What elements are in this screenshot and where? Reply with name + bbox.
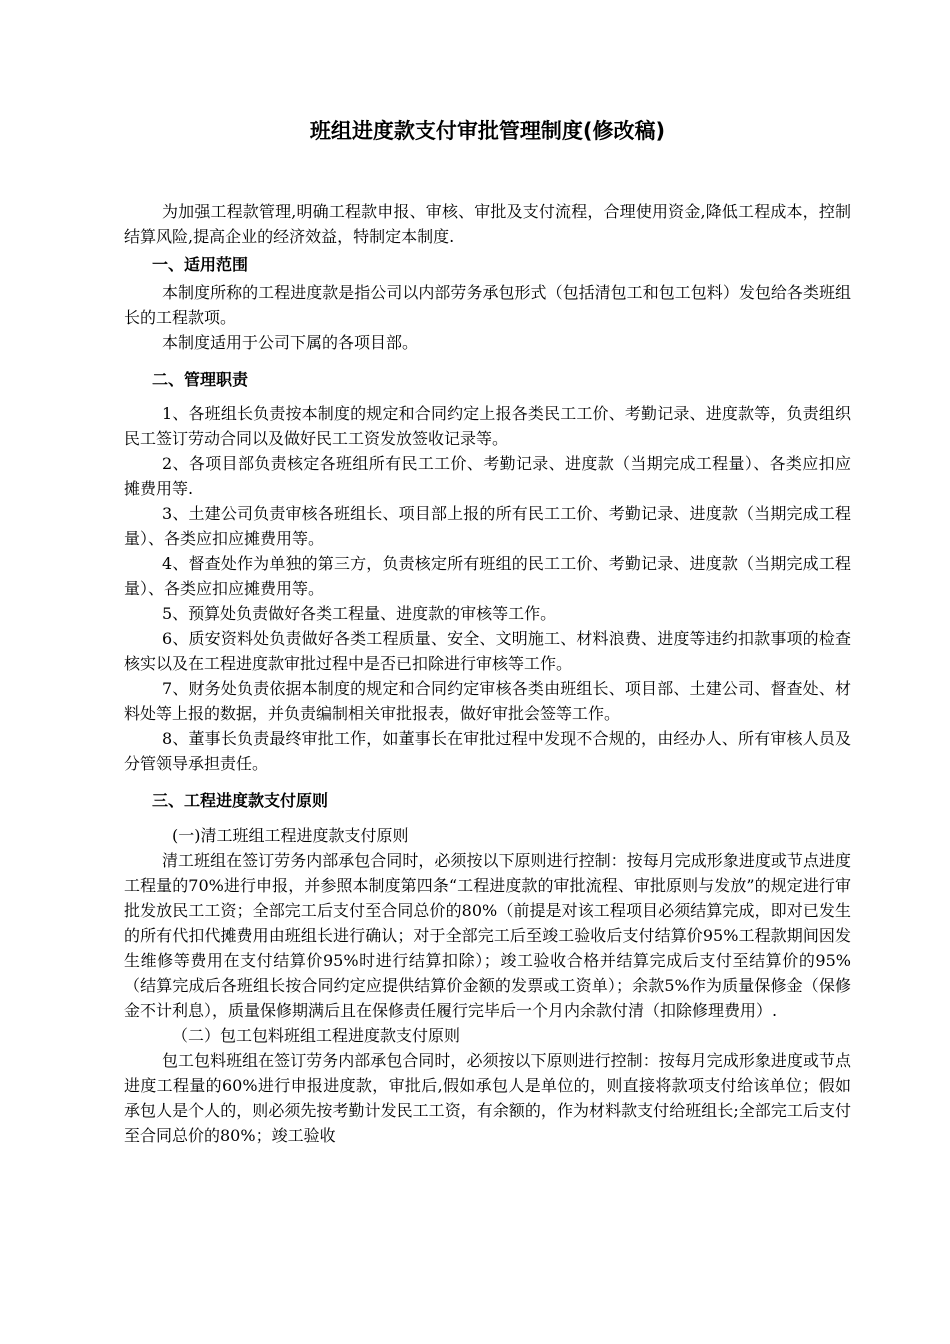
section-scope: [124, 280, 851, 355]
scope-paragraph: 本制度适用于公司下属的各项目部。: [162, 333, 419, 352]
labor-only-paragraph: 清工班组在签订劳务内部承包合同时，必须按以下原则进行控制：按每月完成形象进度或节点进度工程量的70%进行申报，并参照本制度第四条“工程进度款的审批流程、审批原则与发放”的规定进行审批发放民工工资；全部完工后支付至合同总价的80%（前提是对该工程项目必须结算完成，即对已发生的所有代扣代摊费用由班组长进行确认；对于全部完工后至竣工验收后支付结算价95%工程款期间因发生维修等费用在支付结算价95%时进行结算扣除）；竣工验收合格并结算完成后支付至结算价的95%（结算完成后各班组长按合同约定应提供结算价金额的发票或工资单）；余款5%作为质量保修金（保修金不计利息），质量保修期满后且在保修责任履行完毕后一个月内余款付清（扣除修理费用）.: [124, 851, 851, 1020]
intro-paragraph: 为加强工程款管理,明确工程款申报、审核、审批及支付流程，合理使用资金,降低工程成本，控制结算风险,提高企业的经济效益，特制定本制度.: [124, 202, 851, 246]
section-payment-principles: [124, 823, 851, 1148]
section-heading-payment-principles: 三、工程进度款支付原则: [152, 791, 329, 810]
duty-item: 4、督查处作为单独的第三方，负责核定所有班组的民工工价、考勤记录、进度款（当期完成工程量）、各类应扣应摊费用等。: [124, 554, 851, 598]
subsection-heading-labor-and-materials: （二）包工包料班组工程进度款支付原则: [172, 1026, 461, 1045]
section-heading-duties: 二、管理职责: [152, 370, 249, 389]
section-duties: [124, 401, 851, 776]
duty-item: 6、质安资料处负责做好各类工程质量、安全、文明施工、材料浪费、进度等违约扣款事项的检查核实以及在工程进度款审批过程中是否已扣除进行审核等工作。: [124, 629, 851, 673]
duty-item: 8、董事长负责最终审批工作，如董事长在审批过程中发现不合规的，由经办人、所有审核人员及分管领导承担责任。: [124, 729, 851, 773]
document-title: 班组进度款支付审批管理制度(修改稿): [309, 119, 666, 143]
document-body: [124, 199, 851, 1148]
labor-and-materials-paragraph: 包工包料班组在签订劳务内部承包合同时，必须按以下原则进行控制：按每月完成形象进度或节点进度工程量的60%进行申报进度款，审批后,假如承包人是单位的，则直接将款项支付给该单位；假如承包人是个人的，则必须先按考勤计发民工工资，有余额的，作为材料款支付给班组长;全部完工后支付至合同总价的80%；竣工验收: [124, 1051, 851, 1145]
duty-item: 2、各项目部负责核定各班组所有民工工价、考勤记录、进度款（当期完成工程量）、各类应扣应摊费用等.: [124, 454, 851, 498]
duty-item: 3、土建公司负责审核各班组长、项目部上报的所有民工工价、考勤记录、进度款（当期完成工程量）、各类应扣应摊费用等。: [124, 504, 851, 548]
duty-item: 5、预算处负责做好各类工程量、进度款的审核等工作。: [162, 604, 557, 623]
section-heading-scope: 一、适用范围: [152, 255, 249, 274]
duty-item: 1、各班组长负责按本制度的规定和合同约定上报各类民工工价、考勤记录、进度款等，负责组织民工签订劳动合同以及做好民工工资发放签收记录等。: [124, 404, 851, 448]
scope-paragraph: 本制度所称的工程进度款是指公司以内部劳务承包形式（包括清包工和包工包料）发包给各类班组长的工程款项。: [124, 283, 851, 327]
subsection-heading-labor-only: (一)清工班组工程进度款支付原则: [172, 826, 409, 845]
duty-item: 7、财务处负责依据本制度的规定和合同约定审核各类由班组长、项目部、土建公司、督查处、材料处等上报的数据，并负责编制相关审批报表，做好审批会签等工作。: [124, 679, 851, 723]
